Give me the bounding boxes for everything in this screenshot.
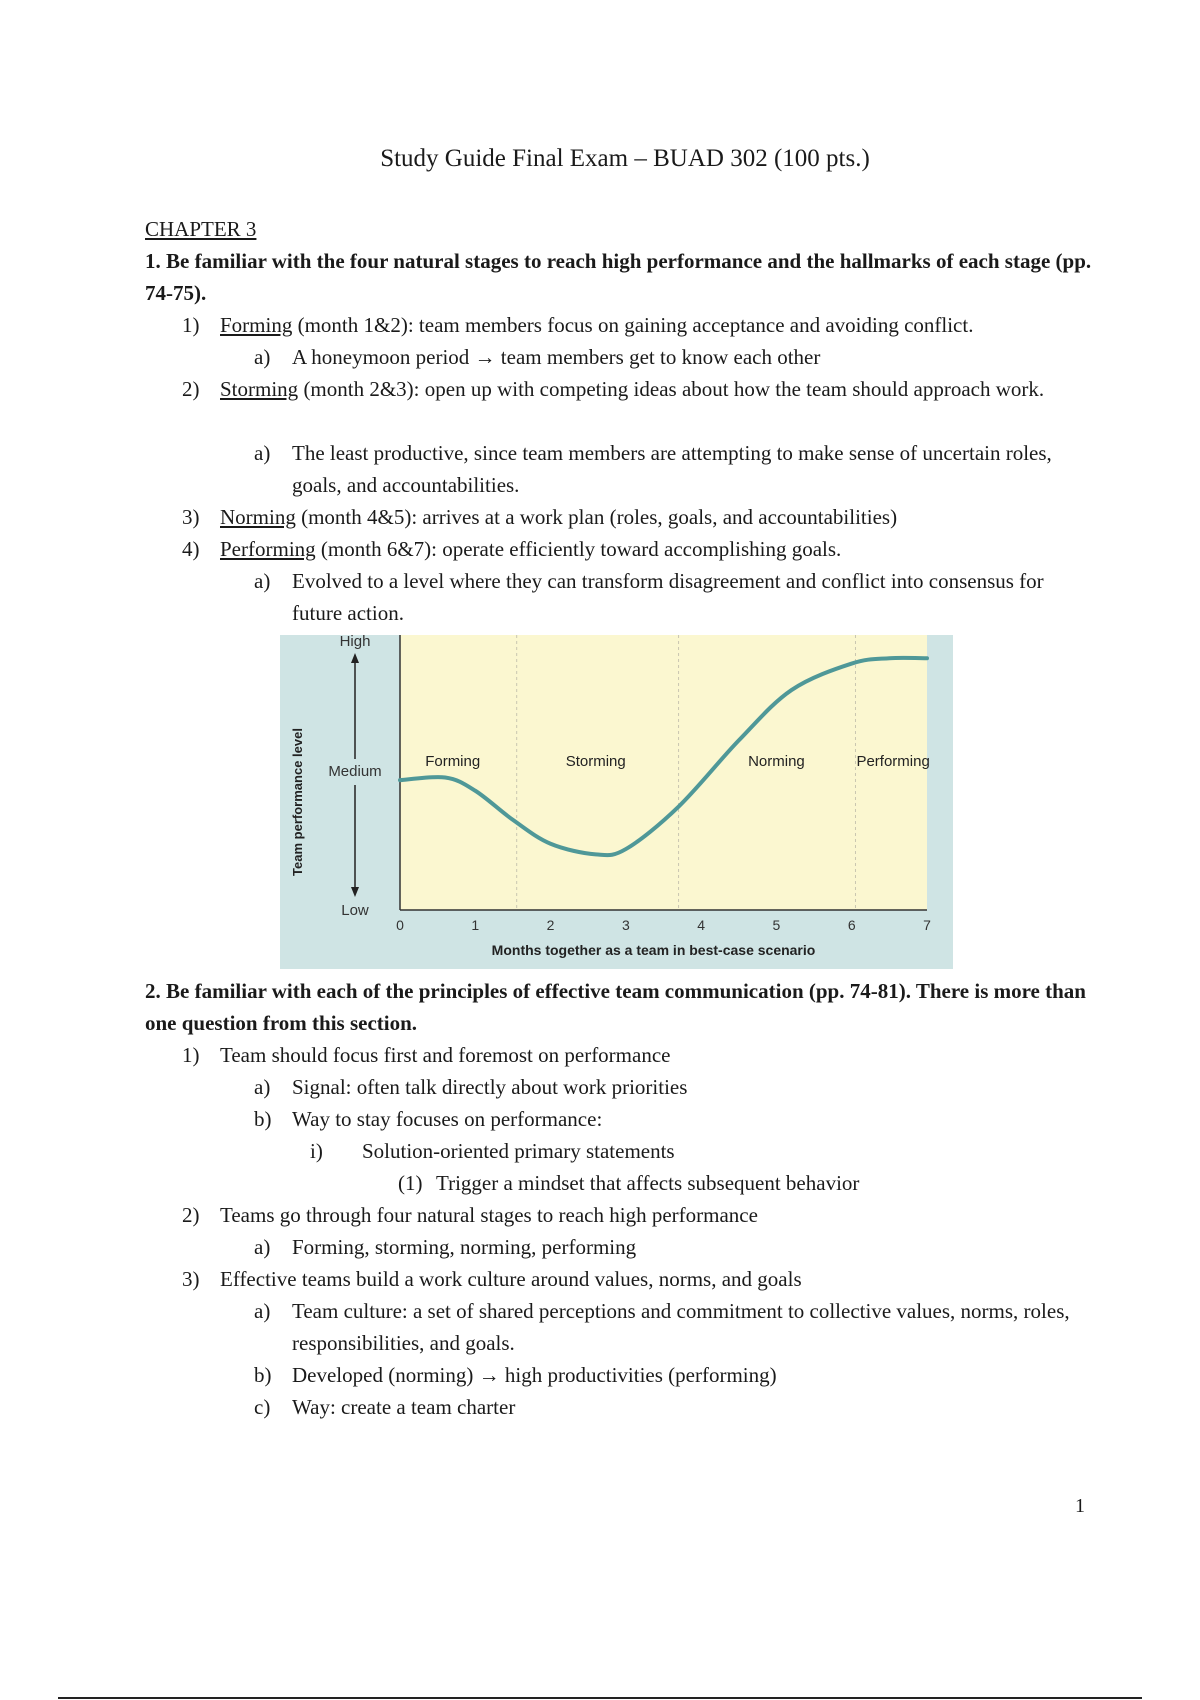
list-item: c) Way: create a team charter: [254, 1395, 516, 1419]
x-tick-label: 0: [396, 917, 404, 933]
y-level-low: Low: [341, 902, 369, 919]
page-title: Study Guide Final Exam – BUAD 302 (100 pts.): [380, 145, 870, 172]
list-item: a) Forming, storming, norming, performing: [254, 1235, 637, 1259]
stage-term: Norming: [220, 505, 296, 529]
x-tick-label: 6: [847, 917, 856, 933]
x-tick-label: 3: [621, 917, 630, 933]
list-item: a) The least productive, since team members are attempting to make sense of uncertain roles, goals, and accountabilities.: [254, 441, 1052, 497]
list-item: a) Team culture: a set of shared perceptions and commitment to collective values, norms, roles, responsibilities, and goals.: [254, 1299, 1070, 1355]
stage-label-forming: Forming: [425, 753, 481, 770]
x-tick-label: 7: [923, 917, 931, 933]
team-performance-chart: [280, 635, 953, 969]
list-item: b) Developed (norming) → high productivities (performing): [254, 1363, 777, 1387]
y-level-medium: Medium: [328, 763, 382, 780]
list-item: 3) Effective teams build a work culture around values, norms, and goals: [182, 1267, 802, 1291]
stage-label-storming: Storming: [565, 753, 626, 770]
list-item: 2) Storming (month 2&3): open up with competing ideas about how the team should approach work.: [182, 377, 1045, 401]
y-level-high: High: [339, 635, 371, 650]
stage-label-norming: Norming: [748, 753, 805, 770]
section1-heading: 1. Be familiar with the four natural stages to reach high performance and the hallmarks of each stage (pp. 74-75).: [145, 249, 1092, 305]
chapter-heading: CHAPTER 3: [145, 217, 257, 241]
list-item: 1) Team should focus first and foremost on performance: [182, 1043, 671, 1067]
list-item: a) Evolved to a level where they can transform disagreement and conflict into consensus for future action.: [254, 569, 1044, 625]
list-item: 3) Norming (month 4&5): arrives at a work plan (roles, goals, and accountabilities): [182, 505, 898, 529]
section2-heading: 2. Be familiar with each of the principles of effective team communication (pp. 74-81). There is more than one question from this section.: [145, 979, 1086, 1035]
stage-label-performing: Performing: [856, 753, 930, 770]
list-item: a) A honeymoon period → team members get to know each other: [254, 345, 821, 369]
list-item: 2) Teams go through four natural stages to reach high performance: [182, 1203, 758, 1227]
x-axis-label: Months together as a team in best-case scenario: [491, 942, 816, 958]
footer-rule: [58, 1697, 1142, 1699]
y-axis-label: Team performance level: [290, 728, 305, 876]
page-number: 1: [1075, 1495, 1085, 1517]
list-item: b) Way to stay focuses on performance:: [254, 1107, 603, 1131]
stage-term: Performing: [220, 537, 316, 561]
stage-term: Storming: [220, 377, 299, 401]
chart-plot-area: [400, 635, 930, 910]
x-tick-label: 4: [697, 917, 706, 933]
stage-term: Forming: [220, 313, 293, 337]
list-item: (1) Trigger a mindset that affects subsequent behavior: [398, 1171, 860, 1195]
x-tick-label: 2: [546, 917, 555, 933]
x-tick-label: 5: [772, 917, 781, 933]
list-item: i) Solution-oriented primary statements: [310, 1139, 675, 1163]
list-item: a) Signal: often talk directly about work priorities: [254, 1075, 688, 1099]
x-tick-label: 1: [471, 917, 480, 933]
list-item: 1) Forming (month 1&2): team members focus on gaining acceptance and avoiding conflict.: [182, 313, 974, 337]
list-item: 4) Performing (month 6&7): operate efficiently toward accomplishing goals.: [182, 537, 842, 561]
